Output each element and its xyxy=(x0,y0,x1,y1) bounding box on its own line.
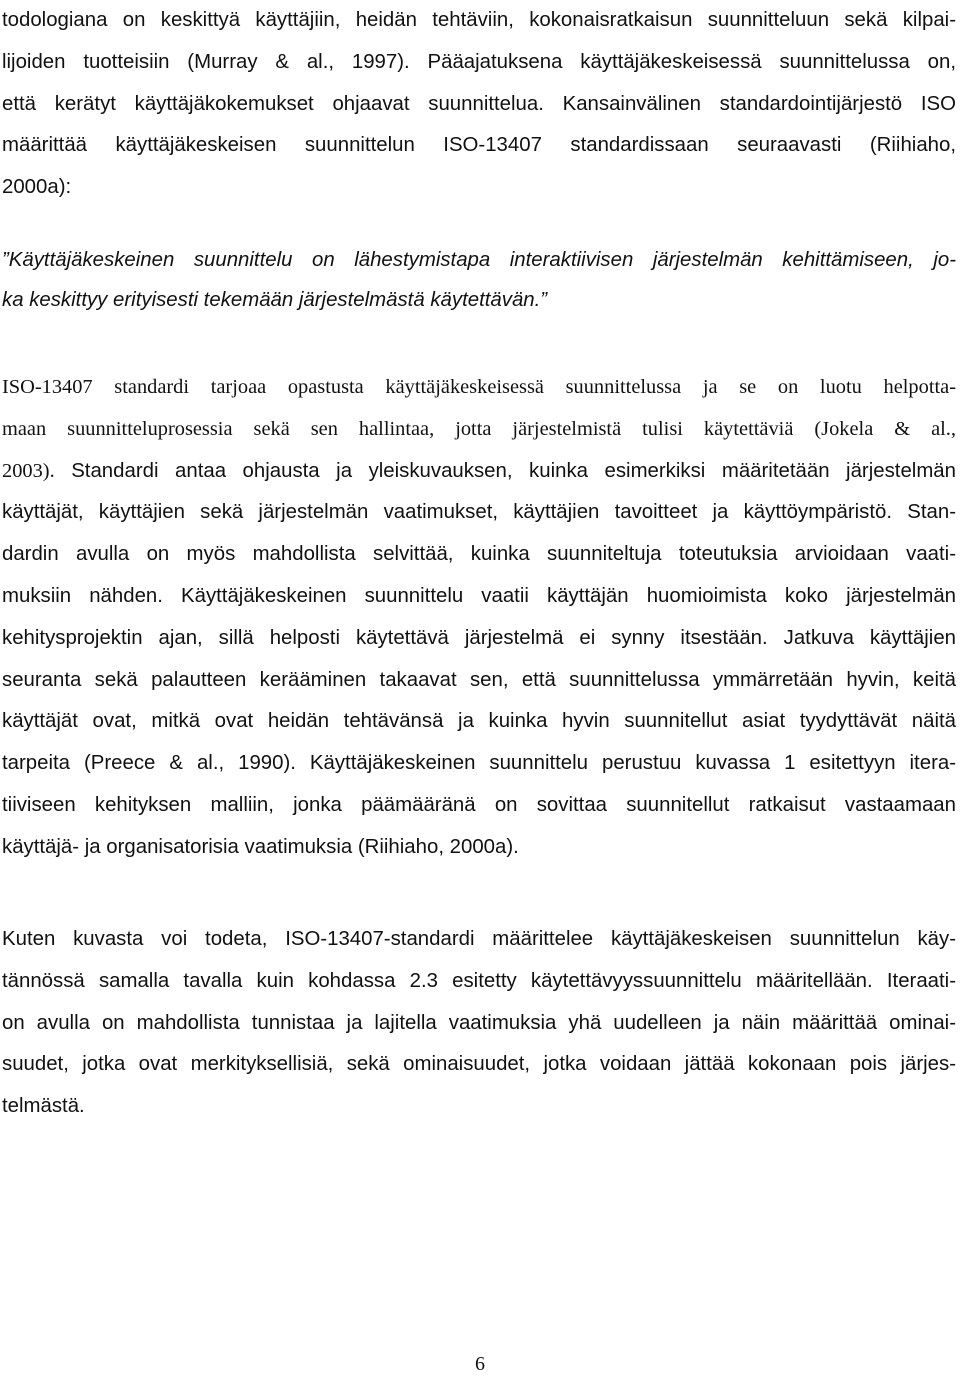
text-run: ”Käyttäjäkeskeinen suunnittelu on lähestymistapa interaktiivisen järjestelmän kehittämiseen, jo- xyxy=(2,249,956,271)
text-line xyxy=(2,409,956,451)
text-line xyxy=(2,84,956,126)
text-run: todologiana on keskittyä käyttäjiin, heidän tehtäviin, kokonaisratkaisun suunnitteluun sekä kilpai- xyxy=(2,9,956,31)
text-run: ISO-13407 standardi tarjoaa opastusta käyttäjäkeskeisessä suunnittelussa ja se on luotu helpotta- xyxy=(2,376,956,398)
text-run: suudet, jotka ovat merkityksellisiä, sekä ominaisuudet, jotka voidaan jättää kokonaan pois järjes- xyxy=(2,1053,956,1076)
text-line xyxy=(2,827,956,869)
text-run: Standardi antaa ohjausta ja yleiskuvauksen, kuinka esimerkiksi määritetään järjestelmän xyxy=(54,459,956,482)
text-run: lijoiden tuotteisiin (Murray & al., 1997). Pääajatuksena käyttäjäkeskeisessä suunnittelussa on, xyxy=(2,50,956,73)
text-run: on avulla on mahdollista tunnistaa ja lajitella vaatimuksia yhä uudelleen ja näin määrittää ominai- xyxy=(2,1011,956,1034)
text-line xyxy=(2,534,956,576)
text-line xyxy=(2,167,956,209)
page-number: 6 xyxy=(475,1353,485,1375)
text-run: käyttäjä- ja organisatorisia vaatimuksia (Riihiaho, 2000a). xyxy=(2,835,519,858)
text-run: dardin avulla on myös mahdollista selvittää, kuinka suunniteltuja toteutuksia arvioidaan vaati- xyxy=(2,543,956,566)
text-run: että kerätyt käyttäjäkokemukset ohjaavat suunnittelua. Kansainvälinen standardointijärjestö ISO xyxy=(2,92,956,115)
text-line xyxy=(2,240,956,280)
text-line xyxy=(2,42,956,84)
text-line xyxy=(2,618,956,660)
text-line xyxy=(2,280,956,320)
paragraph-intro xyxy=(2,0,956,209)
text-line xyxy=(2,743,956,785)
text-run: määrittää käyttäjäkeskeisen suunnittelun ISO-13407 standardissaan seuraavasti (Riihiaho, xyxy=(2,134,956,157)
paragraph-conclusion xyxy=(2,919,956,1128)
text-run: Kuten kuvasta voi todeta, ISO-13407-standardi määrittelee käyttäjäkeskeisen suunnittelun käy- xyxy=(2,928,956,950)
text-run: tännössä samalla tavalla kuin kohdassa 2.3 esitetty käytettävyyssuunnittelu määritellään. Iteraati- xyxy=(2,969,956,992)
text-run: 2000a): xyxy=(2,176,72,199)
text-line xyxy=(2,1044,956,1086)
text-line xyxy=(2,125,956,167)
paragraph-quote xyxy=(2,240,956,320)
text-line xyxy=(2,367,956,409)
text-line xyxy=(2,785,956,827)
text-run: ka keskittyy erityisesti tekemään järjestelmästä käytettävän.” xyxy=(2,289,548,311)
text-run: maan suunnitteluprosessia sekä sen hallintaa, jotta järjestelmistä tulisi käytettäviä (Jokela & al., xyxy=(2,417,956,440)
text-run: käyttäjät, käyttäjien sekä järjestelmän vaatimukset, käyttäjien tavoitteet ja käyttöympäristö. Stan- xyxy=(2,501,956,524)
text-line xyxy=(2,0,956,42)
text-run: telmästä. xyxy=(2,1095,85,1118)
text-line xyxy=(2,1086,956,1128)
text-run: muksiin nähden. Käyttäjäkeskeinen suunnittelu vaatii käyttäjän huomioimista koko järjestelmän xyxy=(2,584,956,607)
text-line xyxy=(2,660,956,702)
text-line xyxy=(2,961,956,1003)
text-run: tarpeita (Preece & al., 1990). Käyttäjäkeskeinen suunnittelu perustuu kuvassa 1 esitettyyn itera- xyxy=(2,752,956,775)
text-run: 2003). xyxy=(2,459,55,482)
text-line xyxy=(2,919,956,961)
text-run: kehitysprojektin ajan, sillä helposti käytettävä järjestelmä ei synny itsestään. Jatkuva käyttäjien xyxy=(2,626,956,649)
paragraph-iso-13407 xyxy=(2,367,956,869)
text-line xyxy=(2,1003,956,1045)
text-run: seuranta sekä palautteen kerääminen takaavat sen, että suunnittelussa ymmärretään hyvin, keitä xyxy=(2,668,956,691)
text-line xyxy=(2,576,956,618)
text-run: käyttäjät ovat, mitkä ovat heidän tehtävänsä ja kuinka hyvin suunnitellut asiat tyydyttävät näitä xyxy=(2,710,956,733)
text-line xyxy=(2,492,956,534)
text-run: tiiviseen kehityksen malliin, jonka päämääränä on sovittaa suunnitellut ratkaisut vastaamaan xyxy=(2,793,956,816)
text-line xyxy=(2,701,956,743)
text-line xyxy=(2,451,956,493)
